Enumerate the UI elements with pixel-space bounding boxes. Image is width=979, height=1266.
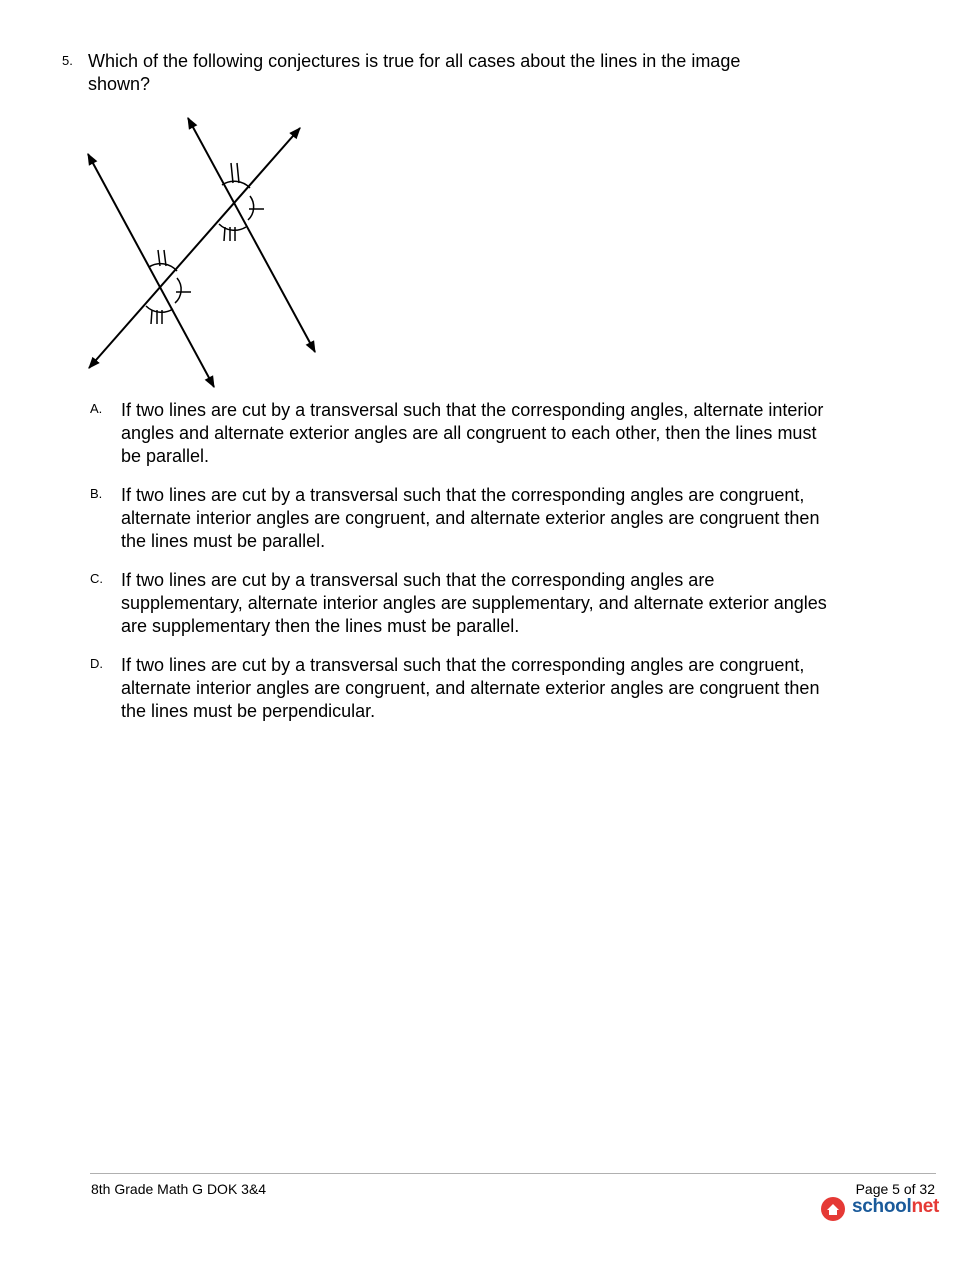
question-text: Which of the following conjectures is true for all cases about the lines in the image shown?: [88, 51, 741, 94]
choice-letter: C.: [90, 571, 103, 586]
footer-page-number: Page 5 of 32: [855, 1181, 935, 1197]
choice-text: If two lines are cut by a transversal such that the corresponding angles are congruent, alternate interior angles are congruent, and alternate exterior angles are congruent then the lines must be parallel.: [121, 485, 820, 551]
choice-letter: B.: [90, 486, 103, 501]
choice-letter: A.: [90, 401, 103, 416]
parallel-lines-transversal-diagram: [80, 112, 325, 394]
choice-text: If two lines are cut by a transversal such that the corresponding angles, alternate interior angles and alternate exterior angles are all congruent to each other, then the lines must be parallel.: [121, 400, 824, 466]
parallel-line-left: [88, 154, 214, 387]
footer-divider: [90, 1173, 936, 1174]
choice-text: If two lines are cut by a transversal such that the corresponding angles are supplementary, alternate interior angles are supplementary, and alternate exterior angles are supplementary then the lines must be parallel.: [121, 570, 827, 636]
choice-text: If two lines are cut by a transversal such that the corresponding angles are congruent, alternate interior angles are congruent, and alternate exterior angles are congruent then the lines must be perpendicular.: [121, 655, 820, 721]
schoolnet-logo-text: schoolnet: [852, 1196, 940, 1217]
footer-test-title: 8th Grade Math G DOK 3&4: [91, 1181, 267, 1197]
choice-letter: D.: [90, 656, 103, 671]
transversal-line: [89, 128, 300, 368]
question-number: 5.: [62, 53, 73, 68]
